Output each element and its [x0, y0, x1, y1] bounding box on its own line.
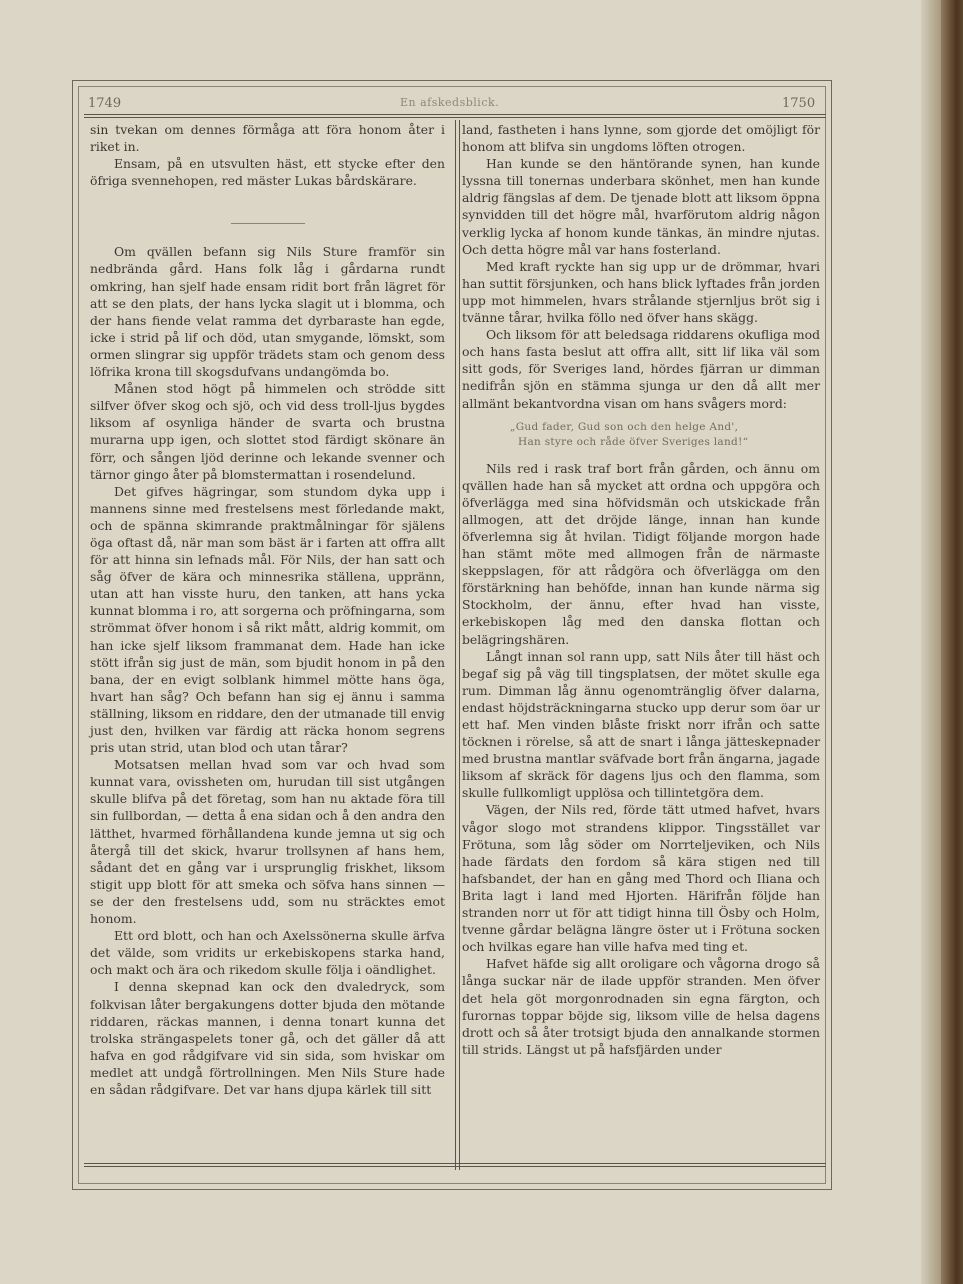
paragraph: I denna skepnad kan ock den dvaledryck, som folkvisan låter bergakungens dotter bjuda den mötande riddaren, räckas mannen, i denna tonart kunna det trolska strängaspelets toner gå, och det gäller då att hafva en god rådgifvare vid sin sida, som hviskar om medlet att undgå förtrollningen. Men Nils Sture hade en sådan rådgifvare. Det var hans djupa kärlek till sitt	[90, 979, 445, 1097]
paragraph: land, fastheten i hans lynne, som gjorde det omöjligt för honom att blifva sin ungdoms löften otrogen.	[462, 122, 820, 155]
paragraph: Långt innan sol rann upp, satt Nils åter till häst och begaf sig på väg till tingsplatsen, der mötet skulle ega rum. Dimman låg ännu ogenomtränglig öfver dalarna, endast höjdsträckningarna stucko upp derur som öar ur ett haf. Men vinden blåste friskt norr ifrån och satte töcknen i rörelse, så att de snart i långa jätteskepnader med brustna mantlar sväfvade bort från ängarna, jagade liksom af skräck för dagens ljus och den flamma, som skulle fullkomligt upplösa och tillintetgöra dem.	[462, 648, 820, 801]
right-page-number: 1750	[782, 96, 816, 111]
paragraph: Och liksom för att beledsaga riddarens okufliga mod och hans fasta beslut att offra allt, sitt lif lika väl som sitt gods, för Sveriges land, hördes fjärran ur dimman nedifrån sjön en stämma sjunga ur den då allt mer allmänt bekantvordna visan om hans svågers mord:	[462, 327, 820, 411]
verse-line: „Gud fader, Gud son och den helge And',	[510, 420, 739, 433]
paragraph: Ett ord blott, och han och Axelssönerna skulle ärfva det välde, som vridits ur erkebiskopens starka hand, och makt och ära och rikedom skulle följa i oändlighet.	[90, 928, 445, 978]
paragraph: Han kunde se den häntörande synen, han kunde lyssna till tonernas underbara skönhet, men han kunde aldrig fängslas af dem. De tjenade blott att liksom öppna synvidden till det högre mål, hvarförutom aldrig någon verklig lycka af honom kunde tänkas, än mindre njutas. Och detta högre mål var hans fosterland.	[462, 156, 820, 257]
paragraph: Vägen, der Nils red, förde tätt utmed hafvet, hvars vågor slogo mot strandens klippor. Tingsstället var Frötuna, som låg söder om Norrteljeviken, och Nils hade färdats den fordom så kära stigen ned till hafsbandet, der han en gång med Thord och Iliana och Brita lagt i land med Hjorten. Härifrån följde han stranden norr ut för att tidigt hinna till Ösby och Holm, tvenne gårdar belägna längre öster ut i Frötuna socken och hvilkas egare han ville hafva med ting et.	[462, 802, 820, 955]
paragraph: sin tvekan om dennes förmåga att föra honom åter i riket in.	[90, 122, 445, 155]
paragraph: Det gifves hägringar, som stundom dyka upp i mannens sinne med frestelsens mest förledande makt, och de spänna skimrande praktmålningar för själens öga oftast då, när man som bäst är i farten att offra allt för att hinna sin lefnads mål. För Nils, der han satt och såg öfver de kära och minnesrika ställena, uppränn, utan att han visste huru, den tanken, att hans ycka kunnat blomma i ro, att sorgerna och pröfningarna, som strömmat öfver honom i så rikt mått, aldrig kommit, om han icke sjelf liksom frammanat dem. Hade han icke stött ifrån sig just de män, som bjudit honom in på den bana, der en evigt solblank himmel mötte hans öga, hvart han såg? Och befann han sig ej ännu i samma ställning, liksom en riddare, den der utmanade till envig just den, hvilken var färdig att räcka honom segrens pris utan strid, utan blod och utan tårar?	[90, 483, 445, 756]
paragraph: Hafvet häfde sig allt oroligare och vågorna drogo så långa suckar när de ilade uppför stranden. Men öfver det hela göt morgonrodnaden sin egna färgton, och furornas toppar böjde sig, liksom ville de helsa dagens drott och så åter trotsigt bjuda den annalkande stormen till strids. Längst ut på hafsfjärden under	[462, 956, 820, 1057]
verse-line: Han styre och råde öfver Sveriges land!“	[518, 435, 749, 448]
paragraph: Ensam, på en utsvulten häst, ett stycke efter den öfriga svennehopen, red mäster Lukas bårdskärare.	[90, 156, 445, 189]
paragraph: Med kraft ryckte han sig upp ur de drömmar, hvari han suttit försjunken, och hans blick lyftades från jorden upp mot himmelen, hvars strålande stjernljus bröt sig i tvänne tårar, hvilka föllo ned öfver hans skägg.	[462, 258, 820, 326]
section-divider	[231, 223, 305, 224]
running-title: En afskedsblick.	[400, 96, 500, 109]
paragraph: Månen stod högt på himmelen och strödde sitt silfver öfver skog och sjö, och vid dess troll-ljus bygdes liksom af osynliga händer de svarta och brustna murarna upp igen, och slottet stod färdigt skönare än förr, och sången ljöd derinne och lekande svenner och tärnor gingo åter på blomstermattan i rosendelund.	[90, 381, 445, 482]
paragraph: Motsatsen mellan hvad som var och hvad som kunnat vara, ovissheten om, hurudan till sist utgången skulle blifva på det företag, som han nu aktade föra till sin fullbordan, — detta å ena sidan och å den andra den lätthet, hvarmed förhållandena kunde jemna ut sig och återgå till det skick, hvarur trollsynen af hans hem, sådant det en gång var i ursprunglig friskhet, liksom stigit upp blott för att smeka och söfva hans sinnen — se der den frestelsens udd, som nu sträcktes emot honom.	[90, 757, 445, 927]
left-page-number: 1749	[88, 96, 122, 111]
verse-quote	[510, 420, 820, 450]
right-column	[462, 121, 820, 1058]
header-rule	[84, 114, 826, 118]
paragraph: Nils red i rask traf bort från gården, och ännu om qvällen hade han så mycket att ordna och uppgöra och öfverlägga med sina höfvidsmän och utskickade från allmogen, att det dröjde länge, innan han kunde öfverlemna sig åt hvilan. Tidigt följande morgon hade han stämt möte med allmogen från de närmaste skeppslagen, för att rådgöra och öfverlägga om den förstärkning han behöfde, innan han kunde närma sig Stockholm, der ännu, efter hvad han visste, erkebiskopen låg med den danska flottan och belägringshären.	[462, 460, 820, 647]
page-edges	[921, 0, 941, 1284]
column-divider	[455, 120, 460, 1170]
book-spine	[941, 0, 963, 1284]
paragraph: Om qvällen befann sig Nils Sture framför sin nedbrända gård. Hans folk låg i gårdarna rundt omkring, han sjelf hade ensam ridit bort från lägret för att se den plats, der hans lycka slagit ut i blomma, och der hans fiende velat ramma det dyrbaraste han egde, icke i strid på lif och död, utan smygande, lömskt, som ormen slingrar sig uppför trädets stam och genom dess löfrika krona till skogsdufvans undangömda bo.	[90, 244, 445, 380]
left-column	[90, 121, 445, 1098]
footer-rule	[84, 1163, 826, 1167]
